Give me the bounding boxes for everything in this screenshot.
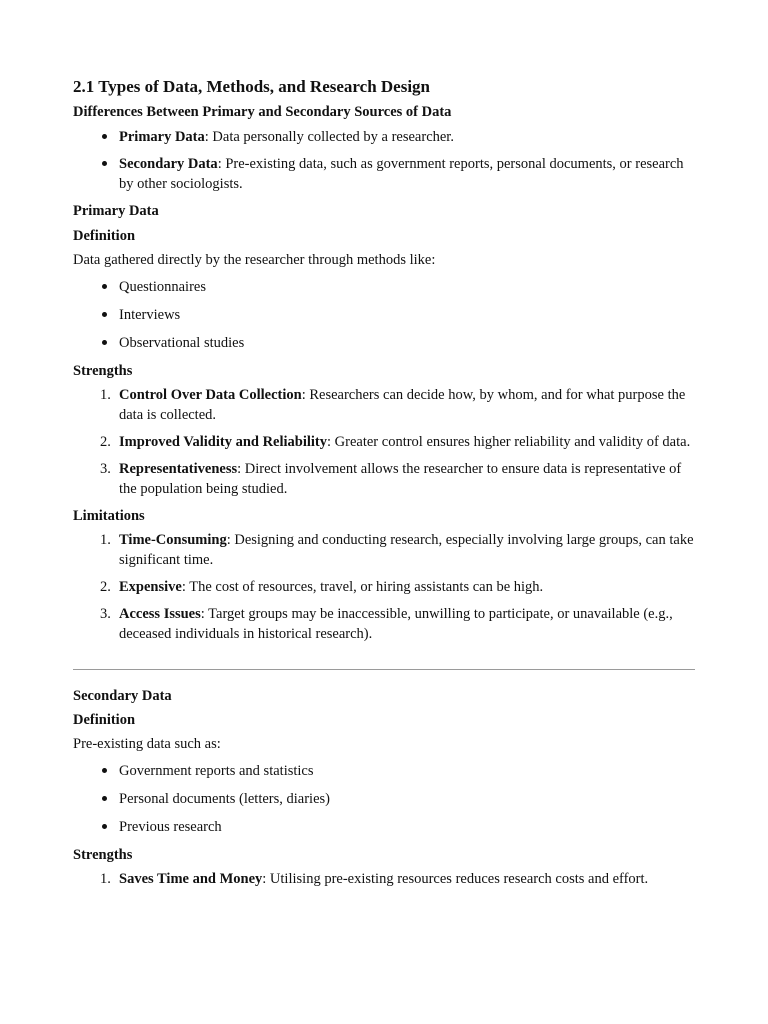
term: Control Over Data Collection bbox=[119, 387, 302, 403]
primary-limitations-list bbox=[73, 530, 695, 644]
description: : Target groups may be inaccessible, unwilling to participate, or unavailable (e.g., deceased individuals in historical research). bbox=[119, 606, 673, 642]
term: Representativeness bbox=[119, 461, 238, 477]
list-item bbox=[73, 577, 695, 597]
list-item bbox=[73, 604, 695, 644]
list-item: Previous research bbox=[73, 817, 695, 837]
description: : Utilising pre-existing resources reduces research costs and effort. bbox=[262, 871, 649, 887]
description: : Designing and conducting research, especially involving large groups, can take significant time. bbox=[119, 532, 694, 568]
differences-list bbox=[73, 127, 695, 194]
list-number: 1. bbox=[100, 871, 111, 887]
list-item bbox=[73, 127, 695, 147]
term: Primary Data bbox=[119, 129, 205, 145]
secondary-definition-text: Pre-existing data such as: bbox=[73, 736, 221, 752]
description: : Researchers can decide how, by whom, and for what purpose the data is collected. bbox=[119, 387, 686, 423]
primary-methods-list bbox=[73, 277, 695, 353]
list-item: Observational studies bbox=[73, 333, 695, 353]
term: Secondary Data bbox=[119, 156, 218, 172]
list-item: Personal documents (letters, diaries) bbox=[73, 789, 695, 809]
primary-data-heading: Primary Data bbox=[73, 203, 159, 219]
document-content bbox=[73, 76, 695, 889]
section-divider bbox=[73, 669, 695, 670]
secondary-examples-list bbox=[73, 761, 695, 837]
secondary-strengths-list bbox=[73, 869, 695, 889]
primary-definition-heading: Definition bbox=[73, 228, 136, 244]
secondary-data-heading: Secondary Data bbox=[73, 688, 172, 704]
list-number: 3. bbox=[100, 461, 111, 477]
list-number: 2. bbox=[100, 579, 111, 595]
list-item bbox=[73, 432, 695, 452]
list-item bbox=[73, 385, 695, 425]
description: : Data personally collected by a researcher. bbox=[204, 129, 454, 145]
list-item: Interviews bbox=[73, 305, 695, 325]
page-title: 2.1 Types of Data, Methods, and Research Design bbox=[73, 77, 431, 96]
term: Expensive bbox=[119, 579, 182, 595]
primary-strengths-heading: Strengths bbox=[73, 363, 133, 379]
list-item: Questionnaires bbox=[73, 277, 695, 297]
description: : Greater control ensures higher reliability and validity of data. bbox=[327, 434, 691, 450]
list-item: Government reports and statistics bbox=[73, 761, 695, 781]
secondary-strengths-heading: Strengths bbox=[73, 847, 133, 863]
term: Saves Time and Money bbox=[119, 871, 263, 887]
list-item bbox=[73, 530, 695, 570]
secondary-definition-heading: Definition bbox=[73, 712, 136, 728]
primary-definition-text: Data gathered directly by the researcher through methods like: bbox=[73, 252, 436, 268]
list-item bbox=[73, 869, 695, 889]
term: Time-Consuming bbox=[119, 532, 227, 548]
list-item bbox=[73, 154, 695, 194]
term: Improved Validity and Reliability bbox=[119, 434, 328, 450]
primary-strengths-list bbox=[73, 385, 695, 499]
list-number: 3. bbox=[100, 606, 111, 622]
description: : Pre-existing data, such as government reports, personal documents, or research by other sociologists. bbox=[119, 156, 684, 192]
primary-limitations-heading: Limitations bbox=[73, 508, 145, 524]
description: : Direct involvement allows the researcher to ensure data is representative of the population being studied. bbox=[119, 461, 682, 497]
list-number: 2. bbox=[100, 434, 111, 450]
description: : The cost of resources, travel, or hiring assistants can be high. bbox=[181, 579, 544, 595]
term: Access Issues bbox=[119, 606, 201, 622]
list-number: 1. bbox=[100, 387, 111, 403]
differences-heading: Differences Between Primary and Secondary Sources of Data bbox=[73, 104, 452, 120]
list-number: 1. bbox=[100, 532, 111, 548]
list-item bbox=[73, 459, 695, 499]
